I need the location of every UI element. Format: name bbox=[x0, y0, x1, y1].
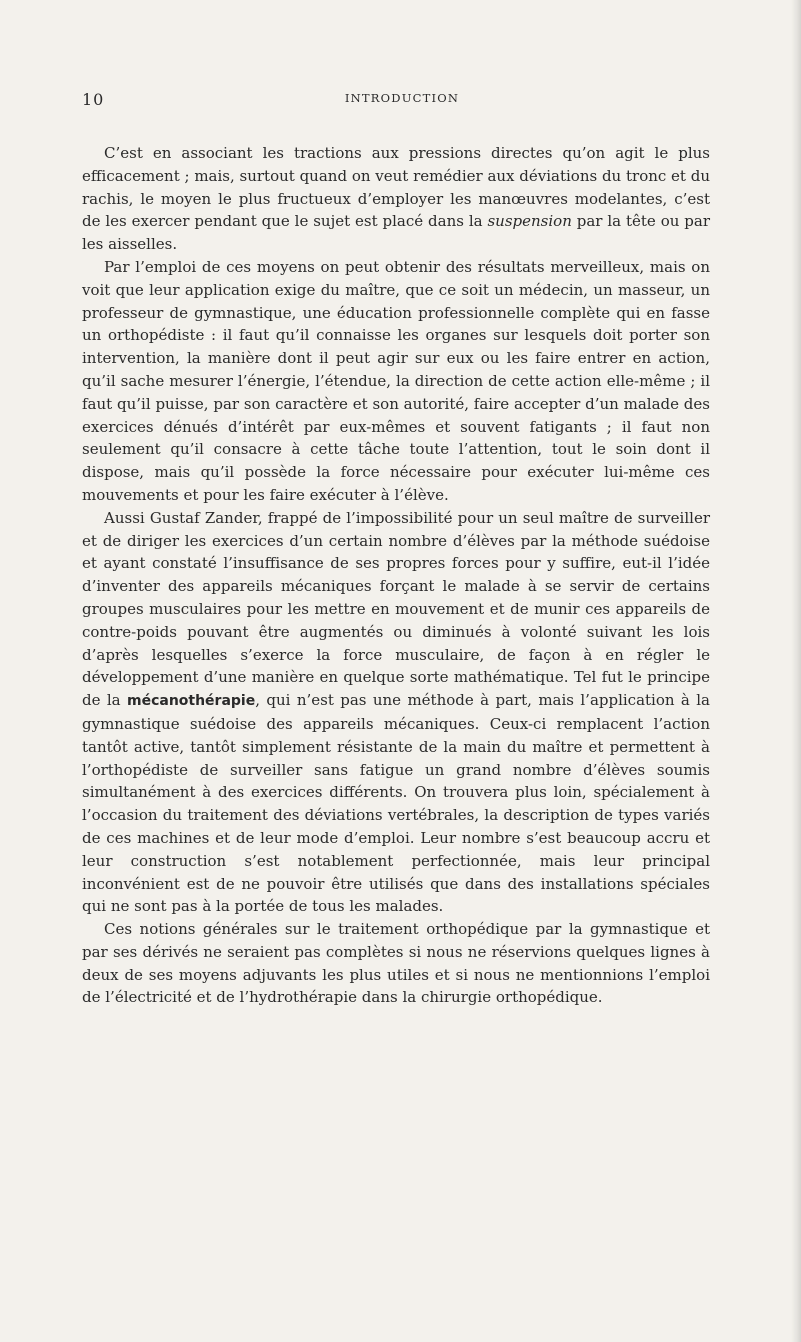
suspension-term: suspension bbox=[487, 212, 572, 231]
paragraph-mecanotherapie bbox=[82, 507, 710, 918]
body-text bbox=[82, 142, 710, 1009]
paragraph-1-text-after: par la tête ou par les aisselles. bbox=[82, 212, 710, 254]
page-edge-shadow bbox=[791, 0, 801, 1342]
running-title: INTRODUCTION bbox=[344, 91, 460, 105]
mecanotherapie-term: mécanothérapie bbox=[126, 693, 256, 710]
page-number: 10 bbox=[82, 90, 105, 109]
paragraph-3-text-after: , qui n’est pas une méthode à part, mais l’application à la gymnastique suédoise des appareils mécaniques. Ceux-ci remplacent l’action tantôt active, tantôt simplement résistante de la main du maître et permettent à l’orthopédiste de surveiller sans fatigue un grand nombre d’élèves soumis simultanément à des exercices différents. On trouvera plus loin, spécialement à l’occasion du traitement des déviations vertébrales, la description de types variés de ces machines et de leur mode d’emploi. Leur nombre s’est beaucoup accru et leur construction s’est notablement perfectionnée, mais leur principal inconvénient est de ne pouvoir être utilisés que dans des installations spéciales qui ne sont pas à la portée de tous les malades. bbox=[82, 691, 710, 916]
paragraph-orthopedist: Par l’emploi de ces moyens on peut obtenir des résultats merveilleux, mais on voit que leur application exige du maître, que ce soit un médecin, un masseur, un professeur de gymnastique, une éducation professionnelle complète qui en fasse un orthopédiste : il faut qu’il connaisse les organes sur lesquels doit porter son intervention, la manière dont il peut agir sur eux ou les faire entrer en action, qu’il sache mesurer l’énergie, l’étendue, la direction de cette action elle-même ; il faut qu’il puisse, par son caractère et son autorité, faire accepter d’un malade des exercices dénués d’intérêt par eux-mêmes et souvent fatigants ; il faut non seulement qu’il consacre à cette tâche toute l’attention, tout le soin dont il dispose, mais qu’il possède la force nécessaire pour exécuter lui-même ces mouvements et pour les faire exécuter à l’élève. bbox=[82, 257, 710, 504]
paragraph-3-text-before: Aussi Gustaf Zander, frappé de l’impossibilité pour un seul maître de surveiller et de diriger les exercices d’un certain nombre d’élèves par la méthode suédoise et ayant constaté l’insuffisance de ses propres forces pour y suffire, eut-il l’idée d’inventer des appareils mécaniques forçant le malade à se servir de certains groupes musculaires pour les mettre en mouvement et de munir ces appareils de contre-poids pouvant être augmentés ou diminués à volonté suivant les lois d’après lesquelles s’exerce la force musculaire, de façon à en régler le développement d’une manière en quelque sorte mathématique. Tel fut le principe de la bbox=[82, 508, 710, 710]
paragraph-suspension bbox=[82, 142, 710, 256]
paragraph-1-text-before: C’est en associant les tractions aux pressions directes qu’on agit le plus efficacement ; mais, surtout quand on veut remédier aux déviations du tronc et du rachis, le moyen le plus fructueux d’employer les manœuvres modelantes, c’est de les exercer pendant que le sujet est placé dans la bbox=[82, 144, 710, 231]
paragraph-notions: Ces notions générales sur le traitement orthopédique par la gymnastique et par ses dérivés ne seraient pas complètes si nous ne réservions quelques lignes à deux de ses moyens adjuvants les plus utiles et si nous ne mentionnions l’emploi de l’électricité et de l’hydrothérapie dans la chirurgie orthopédique. bbox=[82, 920, 710, 1007]
page-header bbox=[82, 90, 722, 114]
